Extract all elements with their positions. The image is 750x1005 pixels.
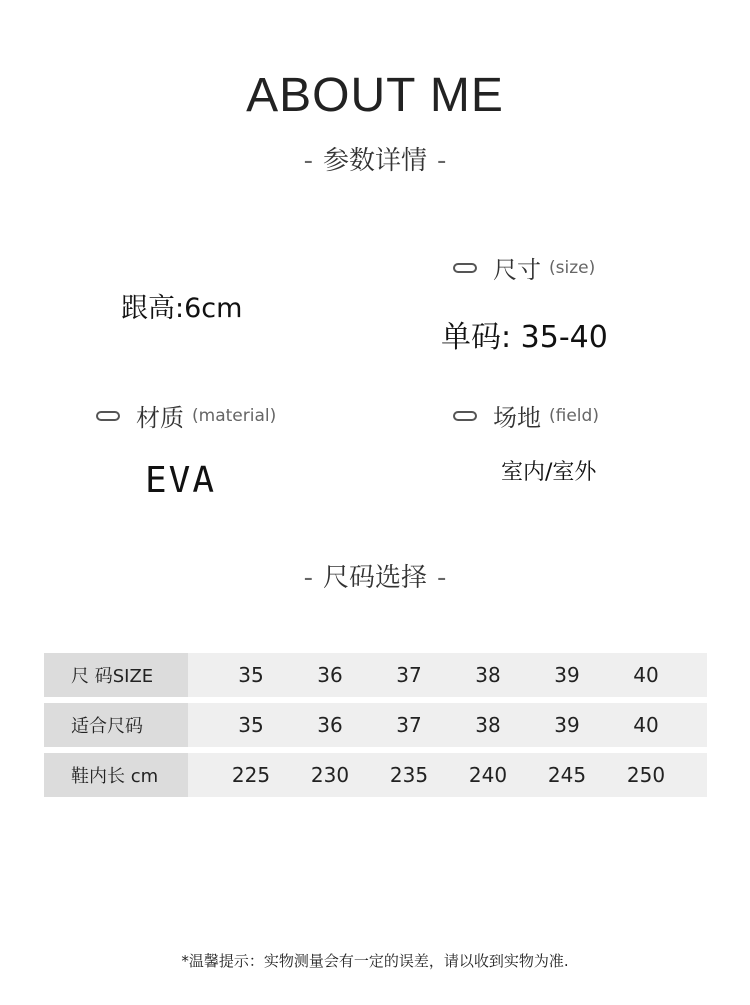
subtitle-text: 参数详情 <box>322 146 427 176</box>
table-cell: 36 <box>317 663 343 687</box>
material-label <box>96 398 276 433</box>
row-header: 鞋内长 cm <box>44 753 188 797</box>
table-cell: 39 <box>554 713 580 737</box>
table-cell: 225 <box>231 763 271 787</box>
material-label-text: 材质 <box>136 404 184 432</box>
table-cell: 40 <box>633 663 659 687</box>
material-value: EVA <box>145 460 217 501</box>
table-cell: 35 <box>238 663 264 687</box>
heel-height-value: 跟高:6cm <box>121 293 243 324</box>
page-subtitle <box>0 140 750 177</box>
table-cell: 36 <box>317 713 343 737</box>
row-header: 适合尺码 <box>44 703 188 747</box>
table-cell: 35 <box>238 713 264 737</box>
table-cell: 240 <box>468 763 508 787</box>
field-label-en: (field) <box>549 405 599 426</box>
field-value: 室内/室外 <box>501 460 597 485</box>
size-label-en: (size) <box>549 257 596 278</box>
size-label-text: 尺寸 <box>493 256 541 284</box>
table-cell: 37 <box>396 663 422 687</box>
table-cell: 40 <box>633 713 659 737</box>
table-cell: 245 <box>547 763 587 787</box>
table-cell: 250 <box>626 763 666 787</box>
table-row <box>44 653 707 697</box>
size-section-title <box>0 557 750 594</box>
table-cell: 39 <box>554 663 580 687</box>
row-header: 尺 码SIZE <box>44 653 188 697</box>
table-cell: 235 <box>389 763 429 787</box>
page-title: ABOUT ME <box>246 69 504 122</box>
section-dash-left: - <box>303 563 313 593</box>
table-row <box>44 703 707 747</box>
footnote: *温馨提示：实物测量会有一定的误差，请以收到实物为准. <box>181 952 569 970</box>
pill-icon <box>453 263 477 273</box>
subtitle-dash-left: - <box>303 146 313 176</box>
table-cell: 38 <box>475 713 501 737</box>
field-label <box>453 398 599 433</box>
field-label-text: 场地 <box>493 404 541 432</box>
size-value: 单码: 35-40 <box>441 320 608 355</box>
table-row <box>44 753 707 797</box>
section-dash-right: - <box>437 563 447 593</box>
table-cell: 37 <box>396 713 422 737</box>
size-table <box>44 653 707 803</box>
table-cell: 38 <box>475 663 501 687</box>
section-title-text: 尺码选择 <box>322 563 427 593</box>
material-label-en: (material) <box>192 405 277 426</box>
table-cell: 230 <box>310 763 350 787</box>
pill-icon <box>96 411 120 421</box>
pill-icon <box>453 411 477 421</box>
size-label <box>453 250 595 285</box>
subtitle-dash-right: - <box>437 146 447 176</box>
